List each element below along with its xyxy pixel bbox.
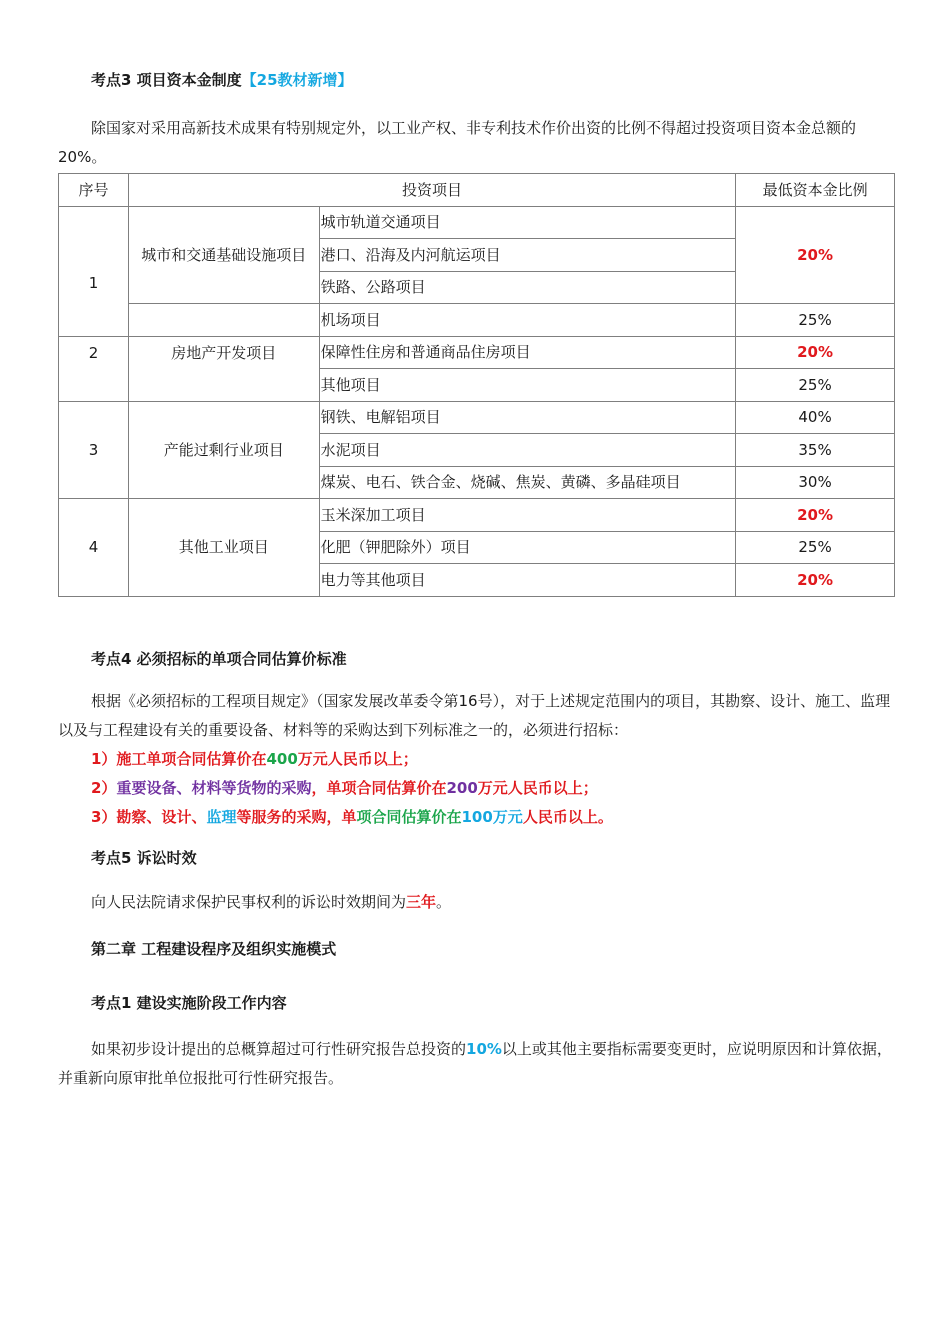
row-category: 房地产开发项目 [128, 336, 319, 401]
section-heading-5: 考点5 诉讼时效 [91, 848, 197, 867]
header-ratio: 最低资本金比例 [736, 174, 895, 207]
limitation-paragraph: 向人民法院请求保护民事权利的诉讼时效期间为三年。 [91, 892, 452, 911]
row-item: 水泥项目 [319, 434, 735, 467]
row-ratio: 40% [736, 401, 895, 434]
section-heading-3: 考点3 项目资本金制度【25教材新增】 [91, 71, 353, 89]
row-ratio: 20% [736, 336, 895, 369]
row-item: 煤炭、电石、铁合金、烧碱、焦炭、黄磷、多晶硅项目 [319, 466, 735, 499]
row-item: 机场项目 [319, 304, 735, 337]
row-item: 其他项目 [319, 369, 735, 402]
section-heading-4: 考点4 必须招标的单项合同估算价标准 [91, 649, 347, 668]
estimate-paragraph: 如果初步设计提出的总概算超过可行性研究报告总投资的10%以上或其他主要指标需要变更时，应说明原因和计算依据，并重新向原审批单位报批可行性研究报告。 [58, 1039, 892, 1087]
new-content-tag: 【25教材新增】 [241, 71, 353, 89]
table-row [59, 499, 895, 532]
tender-item-2: 2）重要设备、材料等货物的采购，单项合同估算价在200万元人民币以上； [91, 778, 598, 797]
row-item: 玉米深加工项目 [319, 499, 735, 532]
row-ratio: 30% [736, 466, 895, 499]
capital-ratio-table [58, 173, 895, 597]
row-item: 港口、沿海及内河航运项目 [319, 239, 735, 272]
row-category: 其他工业项目 [128, 499, 319, 597]
row-item: 保障性住房和普通商品住房项目 [319, 336, 735, 369]
row-no: 3 [59, 401, 129, 499]
chapter2-section-heading-1: 考点1 建设实施阶段工作内容 [91, 993, 287, 1012]
row-no: 4 [59, 499, 129, 597]
row-ratio: 25% [736, 304, 895, 337]
tender-item-1: 1）施工单项合同估算价在400万元人民币以上； [91, 749, 418, 768]
row-ratio: 20% [736, 206, 895, 304]
header-no: 序号 [59, 174, 129, 207]
row-ratio: 20% [736, 564, 895, 597]
table-row [59, 336, 895, 369]
page [58, 68, 895, 1093]
table-row [59, 304, 895, 337]
row-item: 电力等其他项目 [319, 564, 735, 597]
row-ratio: 35% [736, 434, 895, 467]
row-item: 钢铁、电解铝项目 [319, 401, 735, 434]
table-row [59, 206, 895, 239]
row-item: 城市轨道交通项目 [319, 206, 735, 239]
tender-paragraph: 根据《必须招标的工程项目规定》（国家发展改革委令第16号），对于上述规定范围内的项目，其勘察、设计、施工、监理以及与工程建设有关的重要设备、材料等的采购达到下列标准之一的，必须进行招标： [58, 691, 891, 739]
table-header-row [59, 174, 895, 207]
tender-item-3: 3）勘察、设计、监理等服务的采购，单项合同估算价在100万元人民币以上。 [91, 807, 613, 826]
header-project: 投资项目 [128, 174, 735, 207]
row-category: 产能过剩行业项目 [128, 401, 319, 499]
row-ratio: 25% [736, 531, 895, 564]
row-ratio: 25% [736, 369, 895, 402]
row-item: 铁路、公路项目 [319, 271, 735, 304]
row-category: 城市和交通基础设施项目 [128, 206, 319, 304]
row-no: 2 [59, 336, 129, 401]
row-ratio: 20% [736, 499, 895, 532]
row-no: 1 [59, 206, 129, 336]
chapter-heading: 第二章 工程建设程序及组织实施模式 [91, 939, 337, 958]
capital-paragraph: 除国家对采用高新技术成果有特别规定外，以工业产权、非专利技术作价出资的比例不得超过投资项目资本金总额的20%。 [58, 119, 857, 166]
row-item: 化肥（钾肥除外）项目 [319, 531, 735, 564]
table-row [59, 401, 895, 434]
